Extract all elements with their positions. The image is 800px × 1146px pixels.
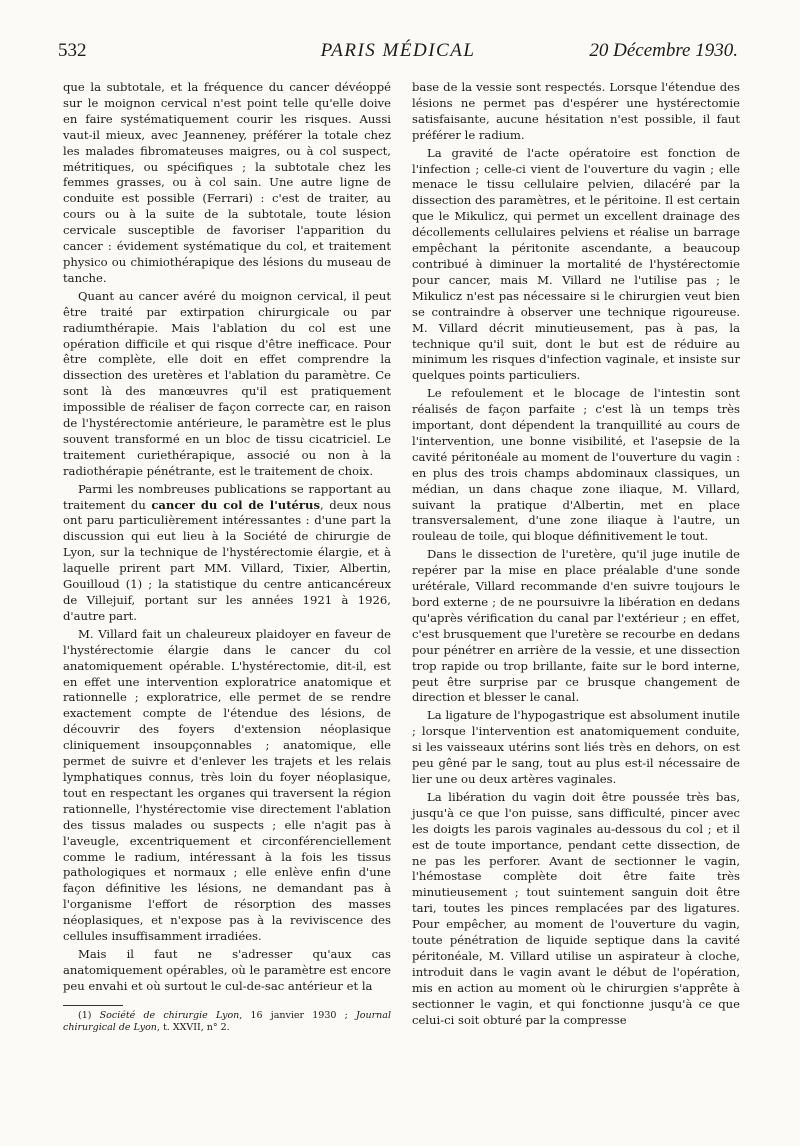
running-header — [58, 40, 738, 66]
paragraph-text: Parmi les nombreuses publications se rapportant au traitement du — [63, 481, 391, 512]
footnote-journal: Journal chirurgical de Lyon — [63, 1009, 391, 1033]
footnote — [63, 1010, 391, 1034]
paragraph: M. Villard fait un chaleureux plaidoyer en faveur de l'hystérectomie élargie dans le cancer du col anatomiquement opérable. L'hystérectomie, dit-il, est en effet une intervention exploratrice anatomique et rationnelle ; exploratrice, elle permet de se rendre exactement compte de l'étendue des lésions, de découvrir des foyers d'extension néoplasique cliniquement insoupçonnables ; anatomique, elle permet de suivre et d'enlever les trajets et les relais lymphatiques connus, très loin du foyer néoplasique, tout en respectant les organes qui traversent la région rationnelle, l'hystérectomie vise directement l'ablation des tissus malades ou suspects ; elle n'agit pas à l'aveugle, excentriquement et circonférenciellement comme le radium, intéressant à la fois les tissus pathologiques et normaux ; elle enlève enfin d'une façon définitive les lésions, ne demandant pas à l'organisme l'effort de résorption des masses néoplasiques, et n'expose pas à la reviviscence des cellules insuffisamment irradiées. — [63, 626, 391, 944]
left-column — [63, 80, 391, 1080]
paragraph: Mais il faut ne s'adresser qu'aux cas anatomiquement opérables, où le paramètre est encore peu envahi et où surtout le cul-de-sac antérieur et la — [63, 946, 391, 993]
paragraph-text: , deux nous ont paru particulièrement intéressantes : d'une part la discussion qui eut lieu à la Société de chirurgie de Lyon, sur la technique de l'hystérectomie élargie, et à laquelle prirent part MM. Villard, Tixier, Albertin, Gouilloud (1) ; la statistique du centre anticancéreux de Villejuif, portant sur les années 1921 à 1926, d'autre part. — [63, 497, 391, 623]
paragraph: La gravité de l'acte opératoire est fonction de l'infection ; celle-ci vient de l'ouverture du vagin ; elle menace le tissu cellulaire pelvien, dilacéré par la dissection des paramètres, et le péritoine. Il est certain que le Mikulicz, qui permet un excellent drainage des décollements cellulaires pelviens et réalise un barrage empêchant la péritonite ascendante, a beaucoup contribué à diminuer la mortalité de l'hystérectomie pour cancer, mais M. Villard ne l'utilise pas ; le Mikulicz n'est pas nécessaire si le chirurgien veut bien se contraindre à observer une technique rigoureuse. M. Villard décrit minutieusement, pas à pas, la technique qu'il suit, dont le but est de réduire au minimum les risques d'infection vaginale, et insiste sur quelques points particuliers. — [412, 145, 740, 383]
footnote-number: (1) — [78, 1009, 100, 1021]
issue-date: 20 Décembre 1930. — [589, 40, 738, 61]
journal-title: PARIS MÉDICAL — [320, 40, 476, 61]
footnote-rule — [63, 1005, 123, 1006]
paragraph: que la subtotale, et la fréquence du cancer dévéoppé sur le moignon cervical n'est point telle qu'elle doive en faire systématiquement courir les risques. Aussi vaut-il mieux, avec Jeanneney, préférer la totale chez les malades fibromateuses maigres, ou à col suspect, métritiques, ou spécifiques ; la subtotale chez les femmes grasses, ou à col sain. Une autre ligne de conduite est possible (Ferrari) : c'est de traiter, au cours ou à la suite de la subtotale, toute lésion cervicale susceptible de favoriser l'apparition du cancer : évidement systématique du col, et traitement physico ou chimiothérapique des lésions du museau de tanche. — [63, 80, 391, 285]
footnote-text: , t. XXVII, n° 2. — [156, 1021, 230, 1033]
paragraph: La ligature de l'hypogastrique est absolument inutile ; lorsque l'intervention est anatomiquement conduite, si les vaisseaux utérins sont liés très en dehors, on est peu gêné par le sang, tout au plus est-il nécessaire de lier une ou deux artères vaginales. — [412, 708, 740, 786]
paragraph: La libération du vagin doit être poussée très bas, jusqu'à ce que l'on puisse, sans difficulté, pincer avec les doigts les parois vaginales au-dessous du col ; et il est de toute importance, pendant cette dissection, de ne pas les perforer. Avant de sectionner le vagin, l'hémostase complète doit être faite très minutieusement ; tout suintement sanguin doit être tari, toutes les pinces remplacées par des ligatures. Pour empêcher, au moment de l'ouverture du vagin, toute pénétration de liquide septique dans la cavité péritonéale, M. Villard utilise un aspirateur à cloche, introduit dans le vagin avant le début de l'opération, mis en action au moment où le chirurgien s'apprête à sectionner le vagin, et qui fonctionne jusqu'à ce que celui-ci soit obturé par la compresse — [412, 789, 740, 1027]
paragraph: Dans le dissection de l'uretère, qu'il juge inutile de repérer par la mise en place préalable d'une sonde urétérale, Villard recommande d'en suivre toujours le bord externe ; de ne poursuivre la libération en dedans qu'après vérification du canal par l'extérieur ; en effet, c'est brusquement que l'uretère se recourbe en dedans pour pénétrer en arrière de la vessie, et une dissection trop rapide ou trop brillante, faite sur le bord interne, peut être surprise par ce brusque changement de direction et blesser le canal. — [412, 547, 740, 705]
page-number: 532 — [58, 40, 87, 61]
paragraph: Le refoulement et le blocage de l'intestin sont réalisés de façon parfaite ; c'est là un temps très important, dont dépendent la tranquillité au cours de l'intervention, une bonne visibilité, et l'asepsie de la cavité péritonéale au moment de l'ouverture du vagin : en plus des trois champs abdominaux classiques, un médian, un dans chaque zone iliaque, M. Villard, suivant la pratique d'Albertin, met en place transversalement, d'une zone iliaque à l'autre, un rouleau de toile, qui bloque définitivement le tout. — [412, 386, 740, 544]
bold-term: cancer du col de l'utérus — [151, 497, 320, 512]
footnote-text: , 16 janvier 1930 ; — [239, 1009, 356, 1021]
paragraph: base de la vessie sont respectés. Lorsque l'étendue des lésions ne permet pas d'espérer une hystérectomie satisfaisante, aucune hésitation n'est possible, il faut préférer le radium. — [412, 80, 740, 142]
paragraph: Quant au cancer avéré du moignon cervical, il peut être traité par extirpation chirurgicale ou par radiumthérapie. Mais l'ablation du col est une opération difficile et qui risque d'être inefficace. Pour être complète, elle doit en effet comprendre la dissection des uretères et l'ablation du paramètre. Ce sont là des manœuvres qu'il est pratiquement impossible de réaliser de façon correcte car, en raison de l'hystérectomie antérieure, le paramètre est le plus souvent transformé en un bloc de tissu cicatriciel. Le traitement curiethérapique, associé ou non à la radiothérapie pénétrante, est le traitement de choix. — [63, 288, 391, 478]
footnote-source: Société de chirurgie Lyon — [99, 1009, 240, 1021]
right-column — [412, 80, 740, 1120]
paragraph — [63, 482, 391, 625]
